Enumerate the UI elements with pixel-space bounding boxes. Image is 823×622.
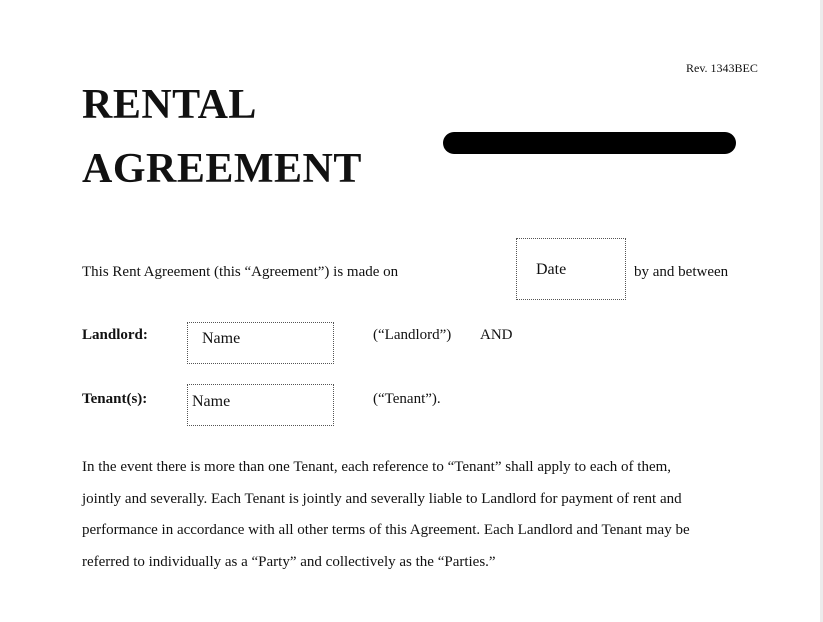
tenant-name-placeholder: Name [192,393,231,410]
intro-trail-text: by and between [634,264,729,280]
landlord-name-placeholder: Name [202,330,241,347]
title-line-1: RENTAL [82,82,257,128]
paragraph-line: performance in accordance with all other terms of this Agreement. Each Landlord and Tenant may be [82,522,690,538]
paragraph-line: In the event there is more than one Tenant, each reference to “Tenant” shall apply to each of them, [82,459,672,475]
landlord-suffix: (“Landlord”) [373,327,452,343]
title-line-2: AGREEMENT [82,146,362,192]
tenant-name-field[interactable] [187,384,334,426]
revision-code: Rev. 1343BEC [686,61,758,75]
intro-lead-text: This Rent Agreement (this “Agreement”) is made on [82,264,399,280]
landlord-label: Landlord: [82,327,148,343]
parties-paragraph [82,455,762,581]
paragraph-line: jointly and severally. Each Tenant is jointly and severally liable to Landlord for payment of rent and [82,490,682,507]
date-field[interactable] [516,238,626,300]
paragraph-line: referred to individually as a “Party” and collectively as the “Parties.” [82,553,496,570]
landlord-name-field[interactable] [187,322,334,364]
date-field-placeholder: Date [536,261,567,278]
tenant-label: Tenant(s): [82,391,148,407]
tenant-suffix: (“Tenant”). [373,391,441,407]
redaction-bar [443,132,736,154]
and-conjunction: AND [480,327,513,343]
